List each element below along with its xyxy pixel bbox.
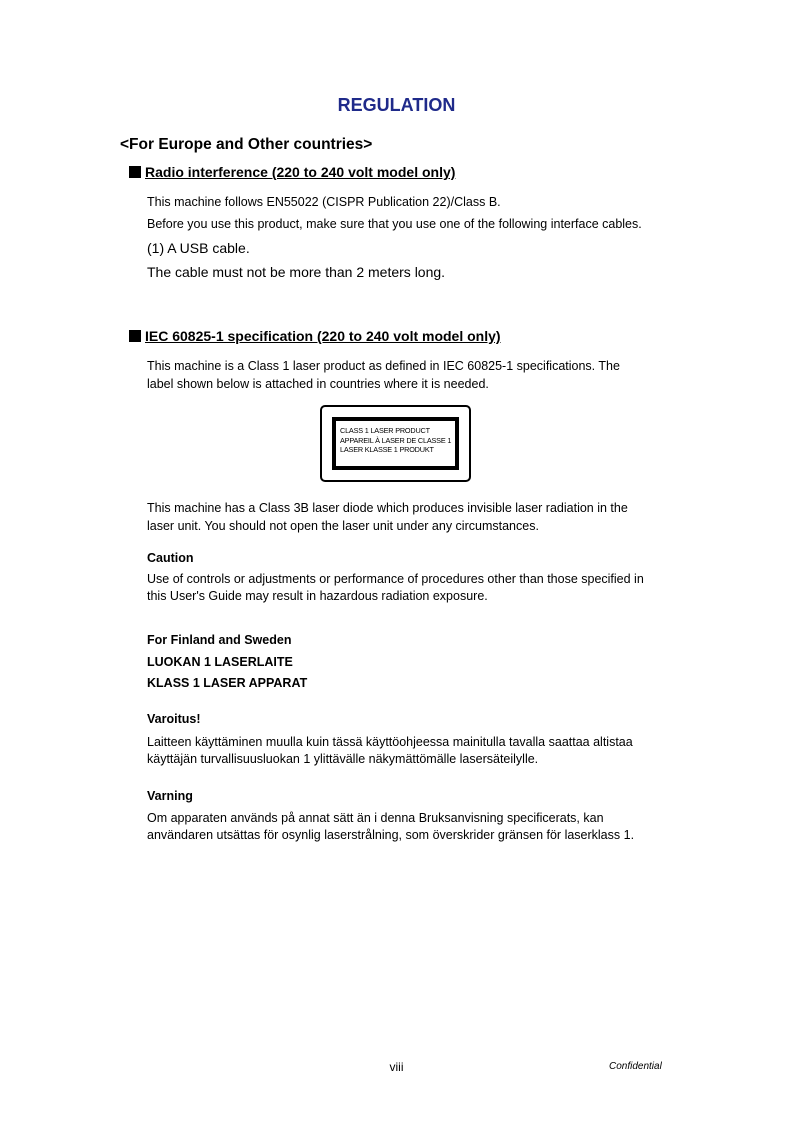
varoitus-line2: käyttäjän turvallisuusluokan 1 ylittävälle näkymättömälle lasersäteilylle.	[147, 752, 539, 766]
varning-line2: användaren utsättas för osynlig laserstrålning, som överskrider gränsen för laserklass 1.	[147, 828, 635, 842]
finnish-class-line: LUOKAN 1 LASERLAITE	[147, 655, 293, 669]
iec-para1-line2: label shown below is attached in countries where it is needed.	[147, 377, 489, 391]
confidential-mark: Confidential	[609, 1061, 662, 1072]
swedish-class-line: KLASS 1 LASER APPARAT	[147, 676, 308, 690]
radio-line-1: This machine follows EN55022 (CISPR Publication 22)/Class B.	[147, 195, 501, 209]
iec-heading-text: IEC 60825-1 specification (220 to 240 volt model only)	[145, 328, 501, 344]
bullet-square-icon	[129, 166, 141, 178]
iec-para1-line1: This machine is a Class 1 laser product as defined in IEC 60825-1 specifications. The	[147, 359, 620, 373]
varning-line1: Om apparaten används på annat sätt än i denna Bruksanvisning specificerats, kan	[147, 811, 604, 825]
caution-line1: Use of controls or adjustments or performance of procedures other than those specified in	[147, 572, 644, 586]
nordic-heading: For Finland and Sweden	[147, 633, 292, 647]
iec-para2-line1: This machine has a Class 3B laser diode which produces invisible laser radiation in the	[147, 501, 628, 515]
laser-label-inner	[332, 417, 459, 470]
radio-line-2: Before you use this product, make sure that you use one of the following interface cables.	[147, 217, 642, 231]
radio-line-3: (1) A USB cable.	[147, 240, 250, 256]
iec-heading	[129, 328, 501, 344]
page-number: viii	[389, 1060, 404, 1074]
laser-class-label	[320, 405, 471, 482]
radio-line-4: The cable must not be more than 2 meters long.	[147, 264, 446, 280]
radio-heading-text: Radio interference (220 to 240 volt model only)	[145, 164, 456, 180]
laser-label-line: APPAREIL À LASER DE CLASSE 1	[340, 435, 452, 445]
laser-label-line: CLASS 1 LASER PRODUCT	[340, 426, 430, 435]
laser-label-line: LASER KLASSE 1 PRODUKT	[340, 445, 434, 454]
radio-interference-heading	[129, 164, 455, 180]
varoitus-heading: Varoitus!	[147, 712, 201, 726]
page-title: REGULATION	[337, 95, 456, 115]
varoitus-line1: Laitteen käyttäminen muulla kuin tässä käyttöohjeessa mainitulla tavalla saattaa altistaa	[147, 735, 633, 749]
caution-heading: Caution	[147, 551, 194, 565]
region-heading: <For Europe and Other countries>	[120, 136, 373, 153]
iec-para2-line2: laser unit. You should not open the laser unit under any circumstances.	[147, 519, 539, 533]
bullet-square-icon	[129, 330, 141, 342]
varning-heading: Varning	[147, 789, 193, 803]
caution-line2: this User's Guide may result in hazardous radiation exposure.	[147, 589, 488, 603]
